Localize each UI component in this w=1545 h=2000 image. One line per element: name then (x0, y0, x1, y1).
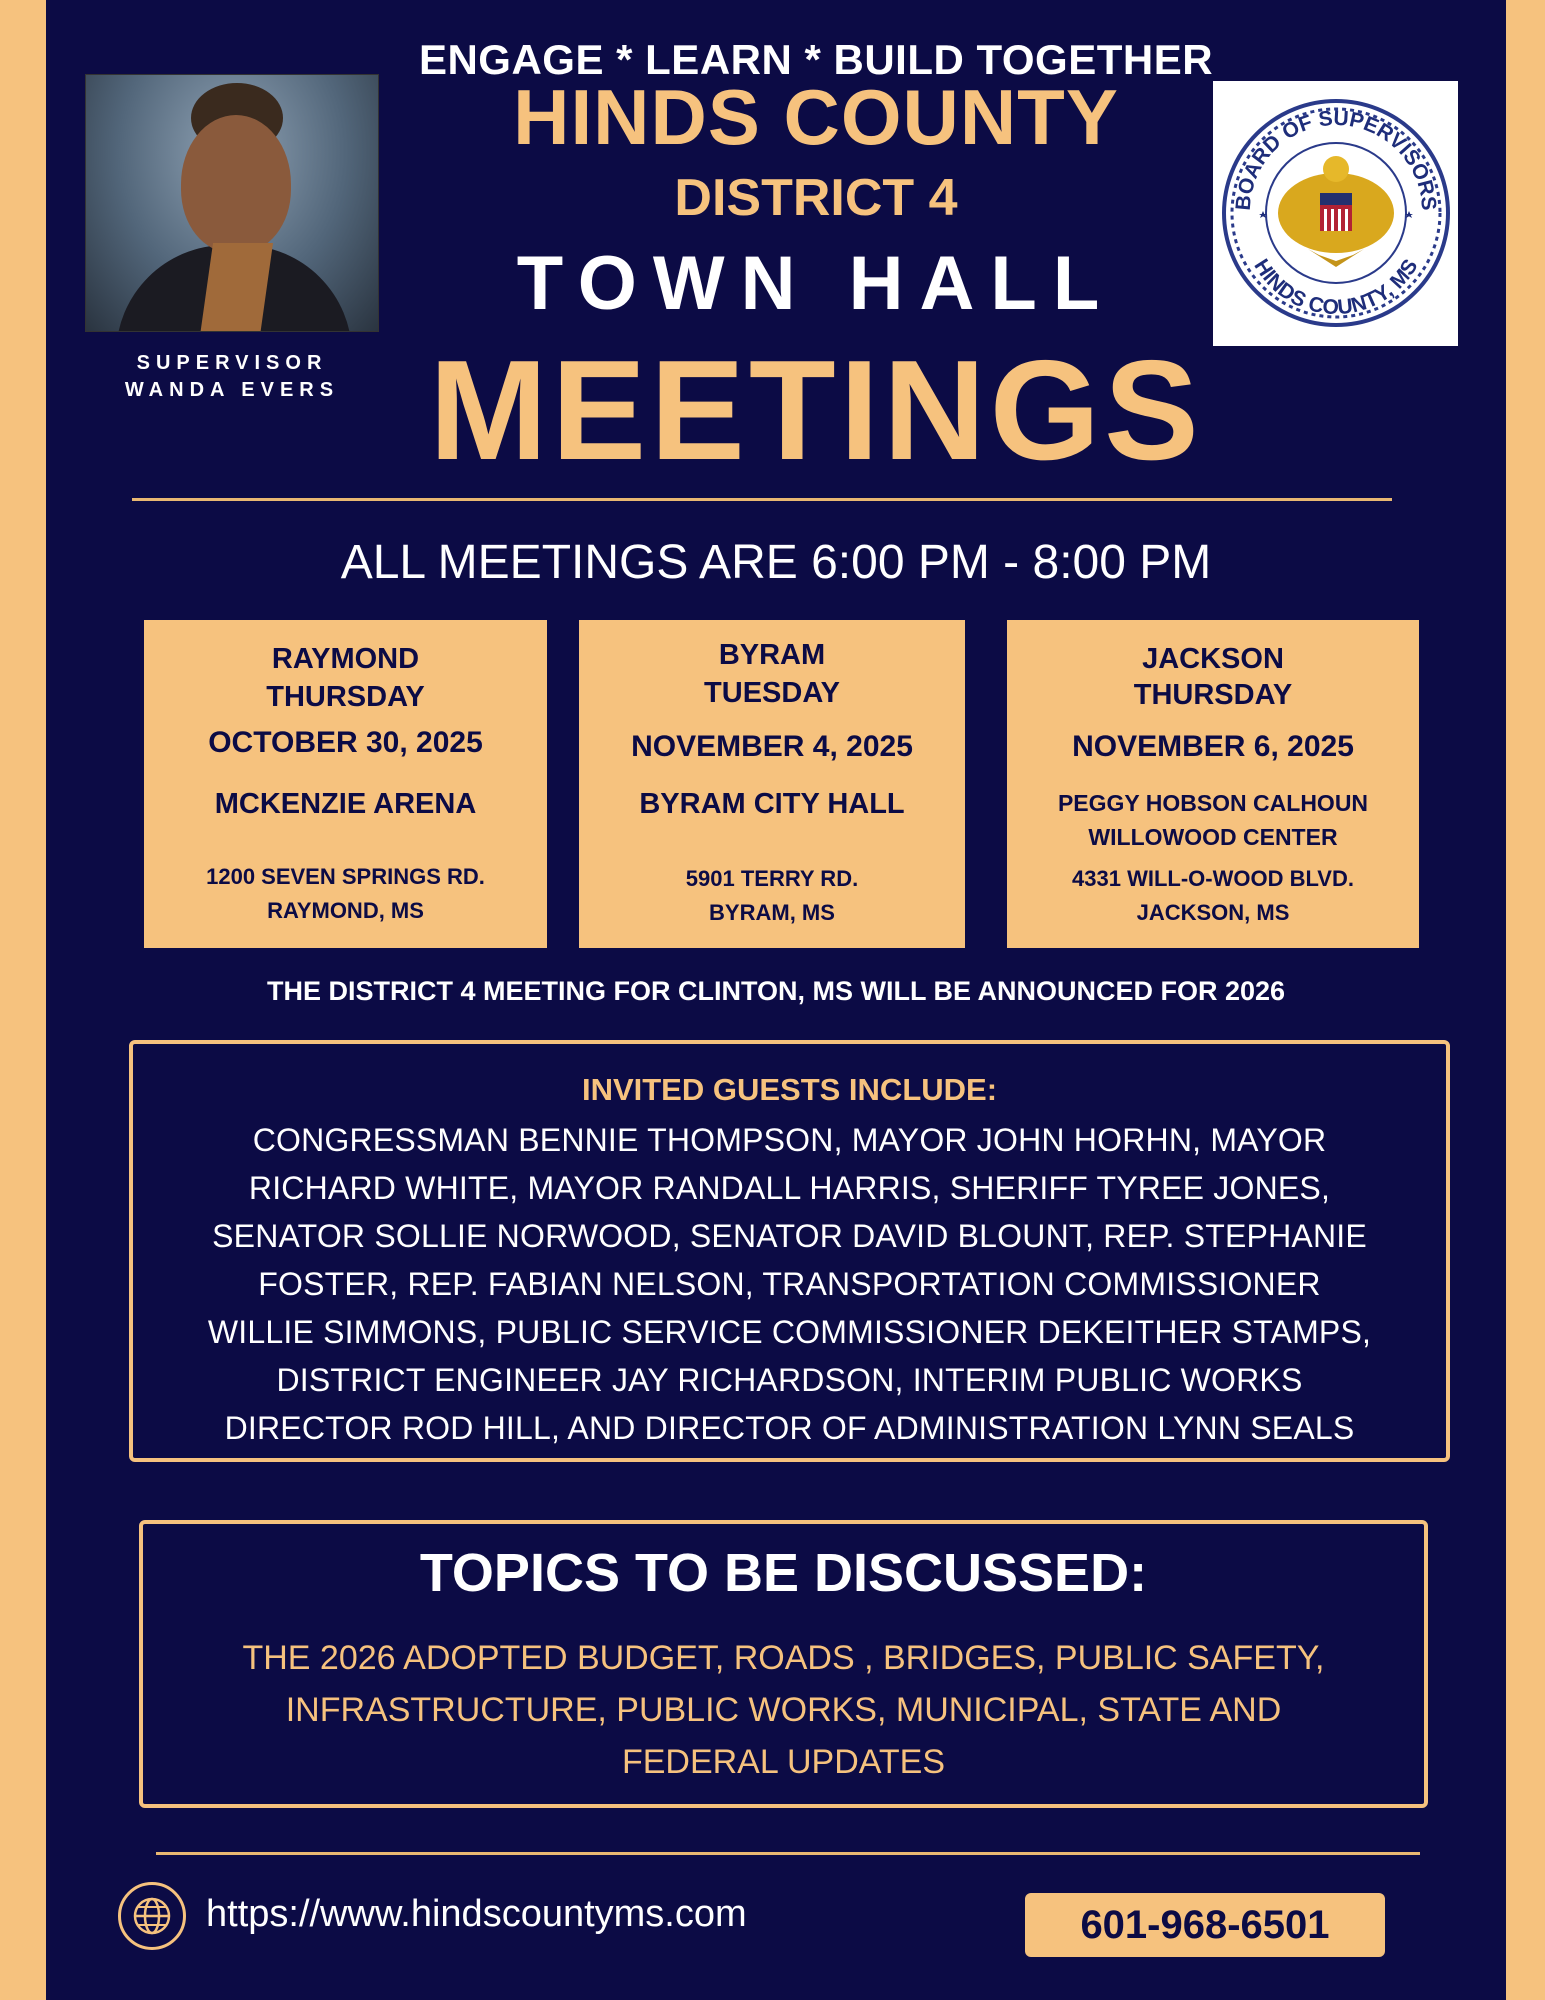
invited-guests-box (129, 1040, 1450, 1462)
topics-heading: TOPICS TO BE DISCUSSED: (419, 1543, 1148, 1603)
card-day: THURSDAY (1133, 679, 1293, 711)
caption-title: SUPERVISOR (136, 352, 328, 374)
guests-heading: INVITED GUESTS INCLUDE: (581, 1072, 998, 1107)
meeting-card-byram (579, 620, 965, 948)
card-address-line2: RAYMOND, MS (267, 898, 424, 923)
card-date: NOVEMBER 4, 2025 (631, 730, 913, 763)
card-city: JACKSON (1142, 643, 1284, 675)
card-address-line2: JACKSON, MS (1136, 900, 1290, 925)
meetings-title: MEETINGS (429, 331, 1203, 490)
card-venue: BYRAM CITY HALL (639, 788, 905, 820)
meeting-card-raymond (144, 620, 547, 948)
card-address-line1: 4331 WILL-O-WOOD BLVD. (1072, 866, 1354, 891)
guests-list: CONGRESSMAN BENNIE THOMPSON, MAYOR JOHN HORHN, MAYOR RICHARD WHITE, MAYOR RANDALL HARRIS, SHERIFF TYREE JONES, SENATOR SOLLIE NORWOOD, SENATOR DAVID BLOUNT, REP. STEPHANIE FOSTER, REP. FABIAN NELSON, TRANSPORTATION COMMISSIONER WILLIE SIMMONS, PUBLIC SERVICE COMMISSIONER DEKEITHER STAMPS, DISTRICT ENGINEER JAY RICHARDSON, INTERIM PUBLIC WORKS DIRECTOR ROD HILL, AND DIRECTOR OF ADMINISTRATION LYNN SEALS (207, 1122, 1372, 1446)
topics-list: THE 2026 ADOPTED BUDGET, ROADS , BRIDGES, PUBLIC SAFETY, INFRASTRUCTURE, PUBLIC WORKS, MUNICIPAL, STATE AND FEDERAL UPDATES (242, 1639, 1325, 1781)
card-day: TUESDAY (704, 677, 840, 709)
clinton-note: THE DISTRICT 4 MEETING FOR CLINTON, MS WILL BE ANNOUNCED FOR 2026 (266, 976, 1286, 1006)
district-title: DISTRICT 4 (674, 169, 958, 227)
card-address-line1: 5901 TERRY RD. (685, 866, 859, 891)
seal-top-text: BOARD OF SUPERVISORS (1231, 106, 1441, 212)
website-link[interactable]: https://www.hindscountyms.com (206, 1893, 747, 1935)
card-address-line1: 1200 SEVEN SPRINGS RD. (206, 864, 485, 889)
town-hall-title: TOWN HALL (516, 241, 1116, 326)
card-city: RAYMOND (271, 643, 420, 675)
card-venue-line2: WILLOWOOD CENTER (1088, 824, 1338, 850)
seal-bottom-text: HINDS COUNTY, MS (1249, 255, 1423, 320)
card-city: BYRAM (718, 639, 826, 671)
board-seal-logo (1213, 81, 1458, 346)
card-date: OCTOBER 30, 2025 (208, 726, 483, 759)
phone-number[interactable]: 601-968-6501 (1025, 1893, 1385, 1957)
card-venue-line1: PEGGY HOBSON CALHOUN (1057, 790, 1369, 816)
card-date: NOVEMBER 6, 2025 (1072, 730, 1354, 763)
card-address-line2: BYRAM, MS (709, 900, 835, 925)
county-title: HINDS COUNTY (513, 73, 1119, 161)
caption-name: WANDA EVERS (124, 379, 340, 401)
divider-top (132, 498, 1392, 501)
meeting-time-note: ALL MEETINGS ARE 6:00 PM - 8:00 PM (340, 536, 1212, 589)
meeting-card-jackson (1007, 620, 1419, 948)
card-day: THURSDAY (266, 681, 425, 713)
divider-bottom (156, 1852, 1420, 1855)
flyer (46, 0, 1506, 2000)
globe-icon (118, 1882, 186, 1950)
topics-box (139, 1520, 1428, 1808)
tagline: ENGAGE * LEARN * BUILD TOGETHER (418, 36, 1214, 83)
card-venue: MCKENZIE ARENA (214, 788, 477, 820)
